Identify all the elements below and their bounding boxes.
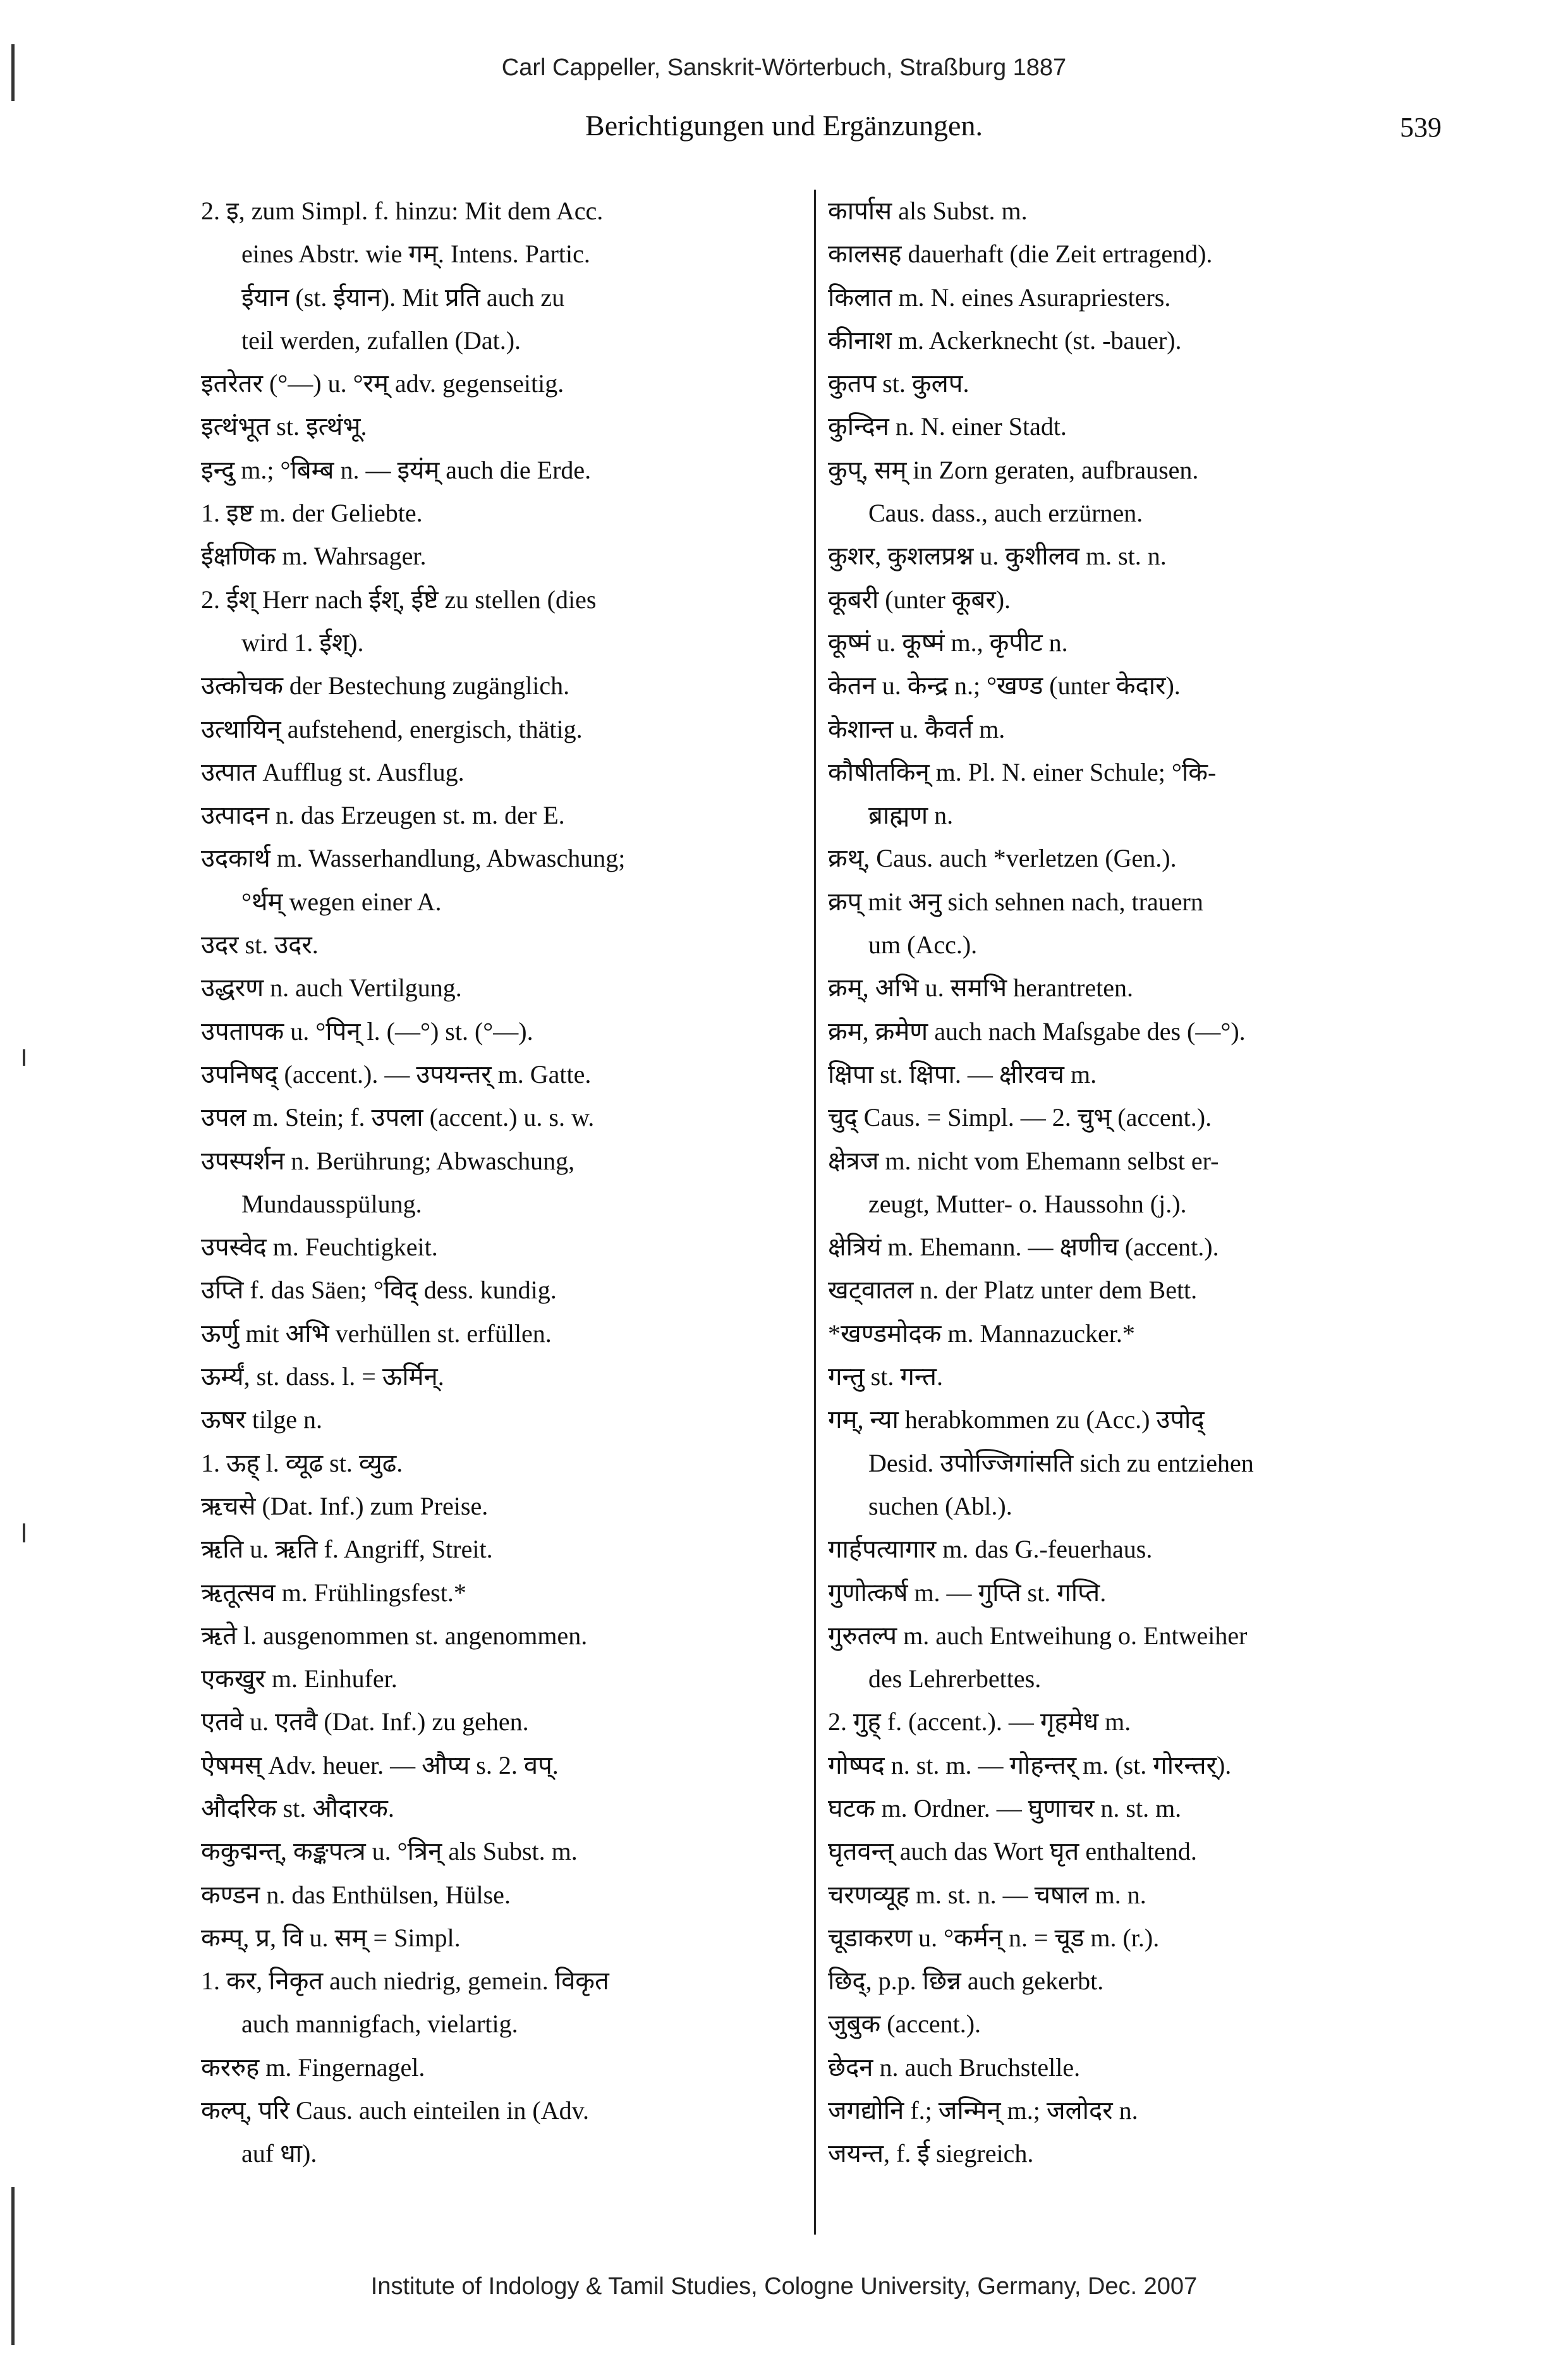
dictionary-entry: क्रम, क्रमेण auch nach Maſsgabe des (—°). <box>828 1016 1246 1046</box>
dictionary-entry: क्षेत्रियं m. Ehemann. — क्षणीच (accent.). <box>828 1233 1219 1262</box>
dictionary-entry: गोष्पद n. st. m. — गोहन्तर् m. (st. गोरन्तर्). <box>828 1750 1232 1779</box>
dictionary-entry: उत्कोचक der Bestechung zugänglich. <box>201 671 570 700</box>
dictionary-entry: गन्तु st. गन्त. <box>828 1362 943 1391</box>
dictionary-entry: जगद्योनि f.; जन्मिन् m.; जलोदर n. <box>828 2096 1138 2125</box>
dictionary-entry: कूबरी (unter कूबर). <box>828 585 1011 614</box>
dictionary-entry: क्षिपा st. क्षिपा. — क्षीरवच m. <box>828 1059 1097 1089</box>
dictionary-entry: किलात m. N. eines Asurapriesters. <box>828 283 1171 312</box>
dictionary-entry: एकखुर m. Einhufer. <box>201 1664 398 1693</box>
dictionary-entry: कम्प्, प्र, वि u. सम् = Simpl. <box>201 1923 461 1952</box>
dictionary-entry: क्रप् mit अनु sich sehnen nach, trauern <box>828 887 1203 916</box>
dictionary-entry: 1. ऊह् l. व्यूढ st. व्युढ. <box>201 1448 403 1477</box>
dictionary-entry: छेदन n. auch Bruchstelle. <box>828 2053 1081 2082</box>
scan-edge-bar <box>11 2187 15 2345</box>
dictionary-entry: कालसह dauerhaft (die Zeit ertragend). <box>828 240 1213 269</box>
dictionary-entry: उत्पात Aufflug st. Ausflug. <box>201 757 465 786</box>
dictionary-entry-continuation: suchen (Abl.). <box>868 1491 1012 1520</box>
dictionary-entry-continuation: um (Acc.). <box>868 930 978 960</box>
dictionary-entry: जयन्त, f. ई siegreich. <box>828 2139 1034 2168</box>
dictionary-entry: कुन्दिन n. N. einer Stadt. <box>828 412 1067 441</box>
dictionary-entry: इतरेतर (°—) u. °रम् adv. gegenseitig. <box>201 369 564 398</box>
dictionary-entry: उपस्वेद m. Feuchtigkeit. <box>201 1233 438 1262</box>
dictionary-entry: कुशर, कुशलप्रश्न u. कुशीलव m. st. n. <box>828 542 1167 571</box>
dictionary-entry: ऐषमस् Adv. heuer. — औप्य s. 2. वप्. <box>201 1750 559 1779</box>
dictionary-entry: गुरुतल्प m. auch Entweihung o. Entweiher <box>828 1621 1248 1650</box>
dictionary-entry: कण्डन n. das Enthülsen, Hülse. <box>201 1880 511 1909</box>
page-header-title: Berichtigungen und Ergänzungen. <box>585 109 983 142</box>
dictionary-entry: कौषीतकिन् m. Pl. N. einer Schule; °कि- <box>828 757 1217 786</box>
dictionary-entry: 1. इष्ट m. der Geliebte. <box>201 499 423 528</box>
dictionary-entry: ककुद्मन्त्, कङ्कपत्त्र u. °त्रिन् als Subst. m. <box>201 1837 578 1866</box>
dictionary-entry: *खण्डमोदक m. Mannazucker.* <box>828 1319 1135 1348</box>
dictionary-entry: कुप्, सम् in Zorn geraten, aufbrausen. <box>828 455 1199 484</box>
footer-institution: Institute of Indology & Tamil Studies, Cologne University, Germany, Dec. 2007 <box>370 2273 1198 2300</box>
page-number: 539 <box>1400 112 1442 143</box>
dictionary-entry-continuation: des Lehrerbettes. <box>868 1664 1042 1693</box>
dictionary-entry-continuation: Desid. उपोज्जिगांसति sich zu entziehen <box>868 1448 1254 1477</box>
dictionary-entry: गम्, न्या herabkommen zu (Acc.) उपोद् <box>828 1405 1205 1434</box>
left-column <box>201 190 801 2176</box>
dictionary-entry: इत्थंभूत st. इत्थंभू. <box>201 412 367 441</box>
dictionary-entry: उदर st. उदर. <box>201 930 319 960</box>
dictionary-entry: ऋतूत्सव m. Frühlingsfest.* <box>201 1578 466 1607</box>
dictionary-entry: क्रम्, अभि u. समभि herantreten. <box>828 973 1134 1003</box>
dictionary-entry: उपतापक u. °पिन् l. (—°) st. (°—). <box>201 1016 533 1046</box>
dictionary-entry: उत्थायिन् aufstehend, energisch, thätig. <box>201 714 583 743</box>
dictionary-entry-continuation: teil werden, zufallen (Dat.). <box>241 326 521 355</box>
dictionary-entry-continuation: ईयान (st. ईयान). Mit प्रति auch zu <box>241 283 565 312</box>
dictionary-entry-continuation: °र्थम् wegen einer A. <box>241 887 442 916</box>
dictionary-entry: ऊर्णु mit अभि verhüllen st. erfüllen. <box>201 1319 552 1348</box>
dictionary-entry: इन्दु m.; °बिम्ब n. — इयंम् auch die Erde. <box>201 455 592 484</box>
citation-note: Carl Cappeller, Sanskrit-Wörterbuch, Straßburg 1887 <box>501 54 1067 81</box>
dictionary-entry: 1. कर, निकृत auch niedrig, gemein. विकृत <box>201 1967 609 1996</box>
right-column <box>828 190 1428 2176</box>
dictionary-entry-continuation: auch mannigfach, vielartig. <box>241 2010 518 2039</box>
dictionary-entry-continuation: ब्राह्मण n. <box>868 801 954 830</box>
dictionary-entry: 2. गुह् f. (accent.). — गृहमेध m. <box>828 1707 1131 1736</box>
dictionary-entry: कररुह m. Fingernagel. <box>201 2053 425 2082</box>
dictionary-entry-continuation: auf धा). <box>241 2139 317 2168</box>
column-divider <box>814 190 816 2235</box>
dictionary-entry: 2. इ, zum Simpl. f. hinzu: Mit dem Acc. <box>201 197 604 225</box>
dictionary-entry: छिद्, p.p. छिन्न auch gekerbt. <box>828 1967 1104 1996</box>
dictionary-entry-continuation: wird 1. ईश्). <box>241 628 364 657</box>
dictionary-entry: चूडाकरण u. °कर्मन् n. = चूड m. (r.). <box>828 1923 1160 1952</box>
dictionary-entry: क्षेत्रज m. nicht vom Ehemann selbst er- <box>828 1146 1219 1175</box>
dictionary-entry: ऊर्म्यं, st. dass. l. = ऊर्मिन्. <box>201 1362 444 1391</box>
dictionary-entry: खट्वातल n. der Platz unter dem Bett. <box>828 1276 1198 1305</box>
scan-edge-mark <box>23 1049 25 1066</box>
dictionary-entry: ऋचसे (Dat. Inf.) zum Preise. <box>201 1491 489 1520</box>
dictionary-entry: एतवे u. एतवै (Dat. Inf.) zu gehen. <box>201 1707 529 1736</box>
dictionary-entry: उत्पादन n. das Erzeugen st. m. der E. <box>201 801 565 830</box>
dictionary-entry: गार्हपत्यागार m. das G.-feuerhaus. <box>828 1535 1153 1564</box>
dictionary-entry: ऋति u. ऋति f. Angriff, Streit. <box>201 1535 493 1564</box>
dictionary-entry: केतन u. केन्द्र n.; °खण्ड (unter केदार). <box>828 671 1181 700</box>
dictionary-entry: घृतवन्त् auch das Wort घृत enthaltend. <box>828 1837 1197 1866</box>
dictionary-entry: कुतप st. कुलप. <box>828 369 969 398</box>
dictionary-entry: उद्धरण n. auch Vertilgung. <box>201 973 462 1003</box>
scan-edge-mark <box>23 1523 25 1542</box>
dictionary-entry: गुणोत्कर्ष m. — गुप्ति st. गप्ति. <box>828 1578 1107 1607</box>
dictionary-entry: ऊषर tilge n. <box>201 1405 322 1434</box>
dictionary-entry: केशान्त u. कैवर्त m. <box>828 714 1006 743</box>
dictionary-entry: उप्ति f. das Säen; °विद् dess. kundig. <box>201 1276 557 1305</box>
dictionary-entry: ईक्षणिक m. Wahrsager. <box>201 542 427 571</box>
dictionary-entry: उपनिषद् (accent.). — उपयन्तर् m. Gatte. <box>201 1059 592 1089</box>
dictionary-entry: कीनाश m. Ackerknecht (st. -bauer). <box>828 326 1182 355</box>
dictionary-entry: कूष्मं u. कूष्मं m., कृपीट n. <box>828 628 1068 657</box>
dictionary-entry: क्रथ्, Caus. auch *verletzen (Gen.). <box>828 844 1177 873</box>
dictionary-entry-continuation: eines Abstr. wie गम्. Intens. Partic. <box>241 240 590 269</box>
dictionary-entry-continuation: zeugt, Mutter- o. Haussohn (j.). <box>868 1189 1187 1218</box>
dictionary-entry-continuation: Mundausspülung. <box>241 1189 422 1218</box>
dictionary-entry: उदकार्थ m. Wasserhandlung, Abwaschung; <box>201 844 626 873</box>
dictionary-entry-continuation: Caus. dass., auch erzürnen. <box>868 499 1143 528</box>
dictionary-entry: कार्पास als Subst. m. <box>828 197 1028 225</box>
dictionary-entry: जुबुक (accent.). <box>828 2010 982 2039</box>
dictionary-entry: औदरिक st. औदारक. <box>201 1793 394 1822</box>
dictionary-entry: 2. ईश् Herr nach ईश्, ईष्टे zu stellen (dies <box>201 585 597 614</box>
dictionary-entry: चरणव्यूह m. st. n. — चषाल m. n. <box>828 1880 1146 1909</box>
dictionary-entry: घटक m. Ordner. — घुणाचर n. st. m. <box>828 1793 1182 1822</box>
dictionary-entry: उपल m. Stein; f. उपला (accent.) u. s. w. <box>201 1103 595 1132</box>
dictionary-entry: उपस्पर्शन n. Berührung; Abwaschung, <box>201 1146 575 1175</box>
dictionary-entry: कल्प्, परि Caus. auch einteilen in (Adv. <box>201 2096 589 2125</box>
dictionary-entry: ऋते l. ausgenommen st. angenommen. <box>201 1621 588 1650</box>
dictionary-entry: चुद् Caus. = Simpl. — 2. चुभ् (accent.). <box>828 1103 1212 1132</box>
